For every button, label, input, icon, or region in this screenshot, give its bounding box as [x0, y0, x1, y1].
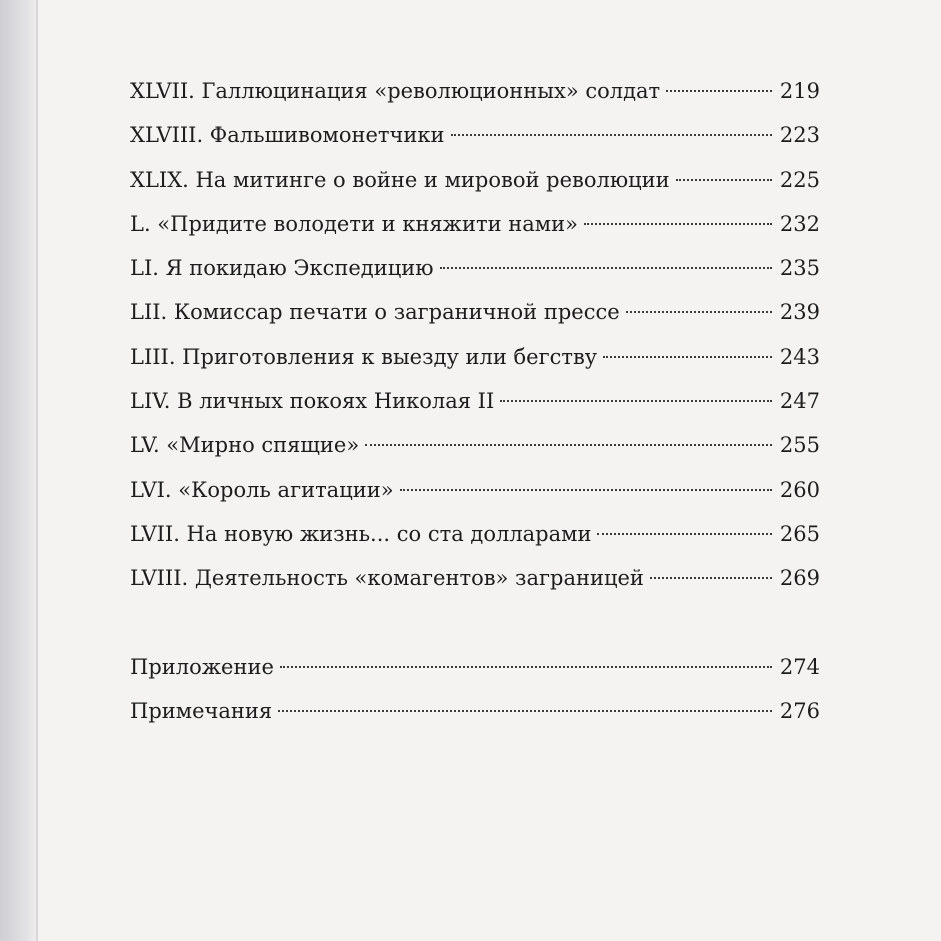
toc-entry-title: Приложение — [130, 654, 274, 679]
toc-entry-title: LIII. Приготовления к выезду или бегству — [130, 344, 598, 369]
toc-entry-page: 219 — [779, 79, 820, 103]
toc-entry — [130, 158, 820, 202]
toc-entry-appendix — [130, 645, 820, 689]
toc-entry-title: L. «Придите володети и княжити нами» — [130, 211, 578, 236]
toc-entry — [130, 423, 820, 467]
dot-leader — [597, 533, 771, 535]
toc-entry — [130, 290, 820, 334]
toc-entry — [130, 512, 820, 556]
toc-entry — [130, 246, 820, 290]
toc-entry-page: 235 — [779, 256, 820, 281]
toc-entry-page: 260 — [779, 477, 820, 502]
toc-entry-title: LVIII. Деятельность «комагентов» заграницей — [130, 566, 644, 591]
toc-entry-page: 225 — [779, 167, 820, 192]
toc-entry-page: 239 — [779, 300, 820, 325]
toc-entry-title: XLVIII. Фальшивомонетчики — [130, 123, 445, 148]
toc-entry-page: 276 — [779, 699, 820, 724]
toc-entry-page: 255 — [779, 433, 820, 458]
toc-entry — [130, 202, 820, 246]
toc-entry-title: LVII. На новую жизнь... со ста долларами — [130, 521, 592, 546]
page-edge-shadow — [0, 0, 38, 941]
toc-entry-page: 247 — [779, 389, 820, 414]
toc-entry-title: LIV. В личных покоях Николая II — [130, 389, 495, 414]
dot-leader — [400, 489, 772, 491]
toc-entry-page: 223 — [779, 123, 820, 148]
toc-entry-page: 243 — [779, 344, 820, 369]
toc-entry-notes — [130, 689, 820, 733]
dot-leader — [440, 267, 772, 269]
toc-entry-title: LII. Комиссар печати о заграничной прессе — [130, 300, 620, 325]
dot-leader — [451, 134, 772, 136]
dot-leader — [280, 666, 772, 668]
toc-entry-page: 274 — [779, 654, 820, 679]
toc-entry — [130, 468, 820, 512]
toc-entry-title: LV. «Мирно спящие» — [130, 433, 360, 458]
toc-entry — [130, 556, 820, 600]
toc-entry-title: XLVII. Галлюцинация «революционных» солдат — [130, 79, 661, 103]
toc-entry-page: 265 — [779, 521, 820, 546]
toc-entry — [130, 379, 820, 423]
dot-leader — [603, 356, 772, 358]
toc-entry — [130, 335, 820, 379]
dot-leader — [584, 223, 772, 225]
dot-leader — [626, 311, 772, 313]
dot-leader — [500, 400, 772, 402]
dot-leader — [278, 710, 772, 712]
dot-leader — [650, 577, 772, 579]
dot-leader — [676, 179, 772, 181]
toc-entry-title: LI. Я покидаю Экспедицию — [130, 256, 434, 281]
toc-entry-title: Примечания — [130, 699, 273, 724]
toc-entry — [130, 113, 820, 157]
dot-leader — [666, 90, 772, 92]
toc-entry-title: LVI. «Король агитации» — [130, 477, 394, 502]
toc-entry-page: 232 — [779, 211, 820, 236]
table-of-contents — [130, 69, 820, 733]
toc-entry — [130, 69, 820, 113]
toc-entry-page: 269 — [779, 566, 820, 591]
section-gap — [130, 601, 820, 645]
dot-leader — [365, 444, 772, 446]
toc-entry-title: XLIX. На митинге о войне и мировой революции — [130, 167, 670, 192]
